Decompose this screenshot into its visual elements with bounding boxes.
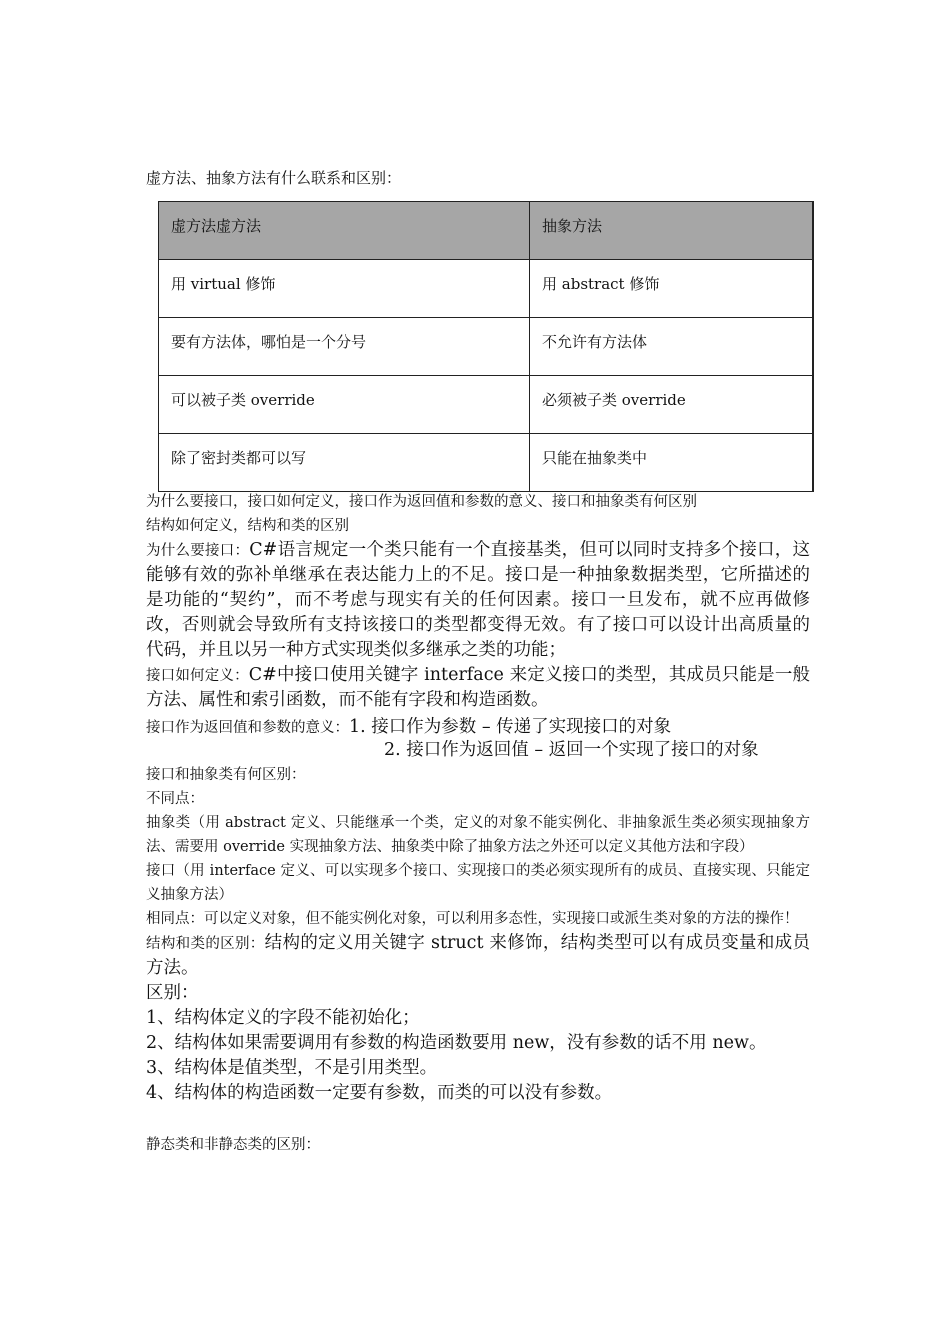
table-cell: 不允许有方法体 (530, 318, 814, 376)
section-heading-virtual-abstract: 虚方法、抽象方法有什么联系和区别： (146, 169, 402, 187)
table-cell: 用 virtual 修饰 (159, 260, 530, 318)
table-header-row (159, 202, 814, 260)
interface-meaning-item: 1. 接口作为参数 – 传递了实现接口的对象 (349, 717, 672, 737)
struct-diff-title: 区别： (146, 983, 199, 1003)
table-cell: 可以被子类 override (159, 376, 530, 434)
same-points-paragraph: 相同点：可以定义对象，但不能实例化对象，可以利用多态性，实现接口或派生类对象的方法的操作！ (146, 911, 799, 927)
why-interface-paragraph (146, 538, 810, 663)
list-item: 2、结构体如果需要调用有参数的构造函数要用 new，没有参数的话不用 new。 (146, 1033, 767, 1053)
define-interface-label: 接口如何定义： (146, 668, 249, 684)
table-cell: 用 abstract 修饰 (530, 260, 814, 318)
struct-class-label: 结构和类的区别： (146, 936, 265, 952)
table-row (159, 318, 814, 376)
table-cell: 必须被子类 override (530, 376, 814, 434)
interface-meaning-label: 接口作为返回值和参数的意义： (146, 720, 349, 736)
abstract-class-paragraph: 抽象类（用 abstract 定义、只能继承一个类，定义的对象不能实例化、非抽象派生类必须实现抽象方法、需要用 override 实现抽象方法、抽象类中除了抽象方法之外还可以定义其他方法和字段） (146, 815, 810, 855)
table-cell: 要有方法体，哪怕是一个分号 (159, 318, 530, 376)
interface-paragraph: 接口（用 interface 定义、可以实现多个接口、实现接口的类必须实现所有的成员、直接实现、只能定义抽象方法） (146, 863, 810, 903)
body-text (146, 490, 810, 1157)
table-row (159, 376, 814, 434)
struct-class-paragraph (146, 931, 810, 981)
why-interface-label: 为什么要接口： (146, 543, 250, 559)
table-row (159, 434, 814, 492)
define-interface-text: C#中接口使用关键字 interface 来定义接口的类型，其成员只能是一般方法、属性和索引函数，而不能有字段和构造函数。 (146, 665, 810, 710)
static-class-heading: 静态类和非静态类的区别： (146, 1137, 320, 1153)
table-cell: 只能在抽象类中 (530, 434, 814, 492)
question-line: 为什么要接口，接口如何定义，接口作为返回值和参数的意义、接口和抽象类有何区别 (146, 494, 697, 510)
interface-meaning-item: 2. 接口作为返回值 – 返回一个实现了接口的对象 (384, 740, 759, 760)
why-interface-text: C#语言规定一个类只能有一个直接基类，但可以同时支持多个接口，这能够有效的弥补单继承在表达能力上的不足。接口是一种抽象数据类型，它所描述的是功能的“契约”，而不考虑与现实有关的任何因素。接口一旦发布，就不应再做修改，否则就会导致所有支持该接口的类型都变得无效。有了接口可以设计出高质量的代码，并且以另一种方式实现类似多继承之类的功能； (146, 540, 810, 660)
table-row (159, 260, 814, 318)
table-header-cell: 抽象方法 (530, 202, 814, 260)
table-cell: 除了密封类都可以写 (159, 434, 530, 492)
spacer (146, 1106, 810, 1133)
list-item: 3、结构体是值类型，不是引用类型。 (146, 1058, 438, 1078)
question-line: 结构如何定义，结构和类的区别 (146, 518, 349, 534)
diff-title: 接口和抽象类有何区别： (146, 767, 306, 783)
diff-label: 不同点： (146, 791, 204, 807)
define-interface-paragraph (146, 663, 810, 713)
interface-meaning-line (146, 713, 810, 738)
list-item: 4、结构体的构造函数一定要有参数，而类的可以没有参数。 (146, 1083, 613, 1103)
table-header-cell: 虚方法虚方法 (159, 202, 530, 260)
comparison-table (158, 201, 814, 492)
list-item: 1、结构体定义的字段不能初始化； (146, 1008, 420, 1028)
struct-class-text: 结构的定义用关键字 struct 来修饰，结构类型可以有成员变量和成员方法。 (146, 933, 811, 978)
